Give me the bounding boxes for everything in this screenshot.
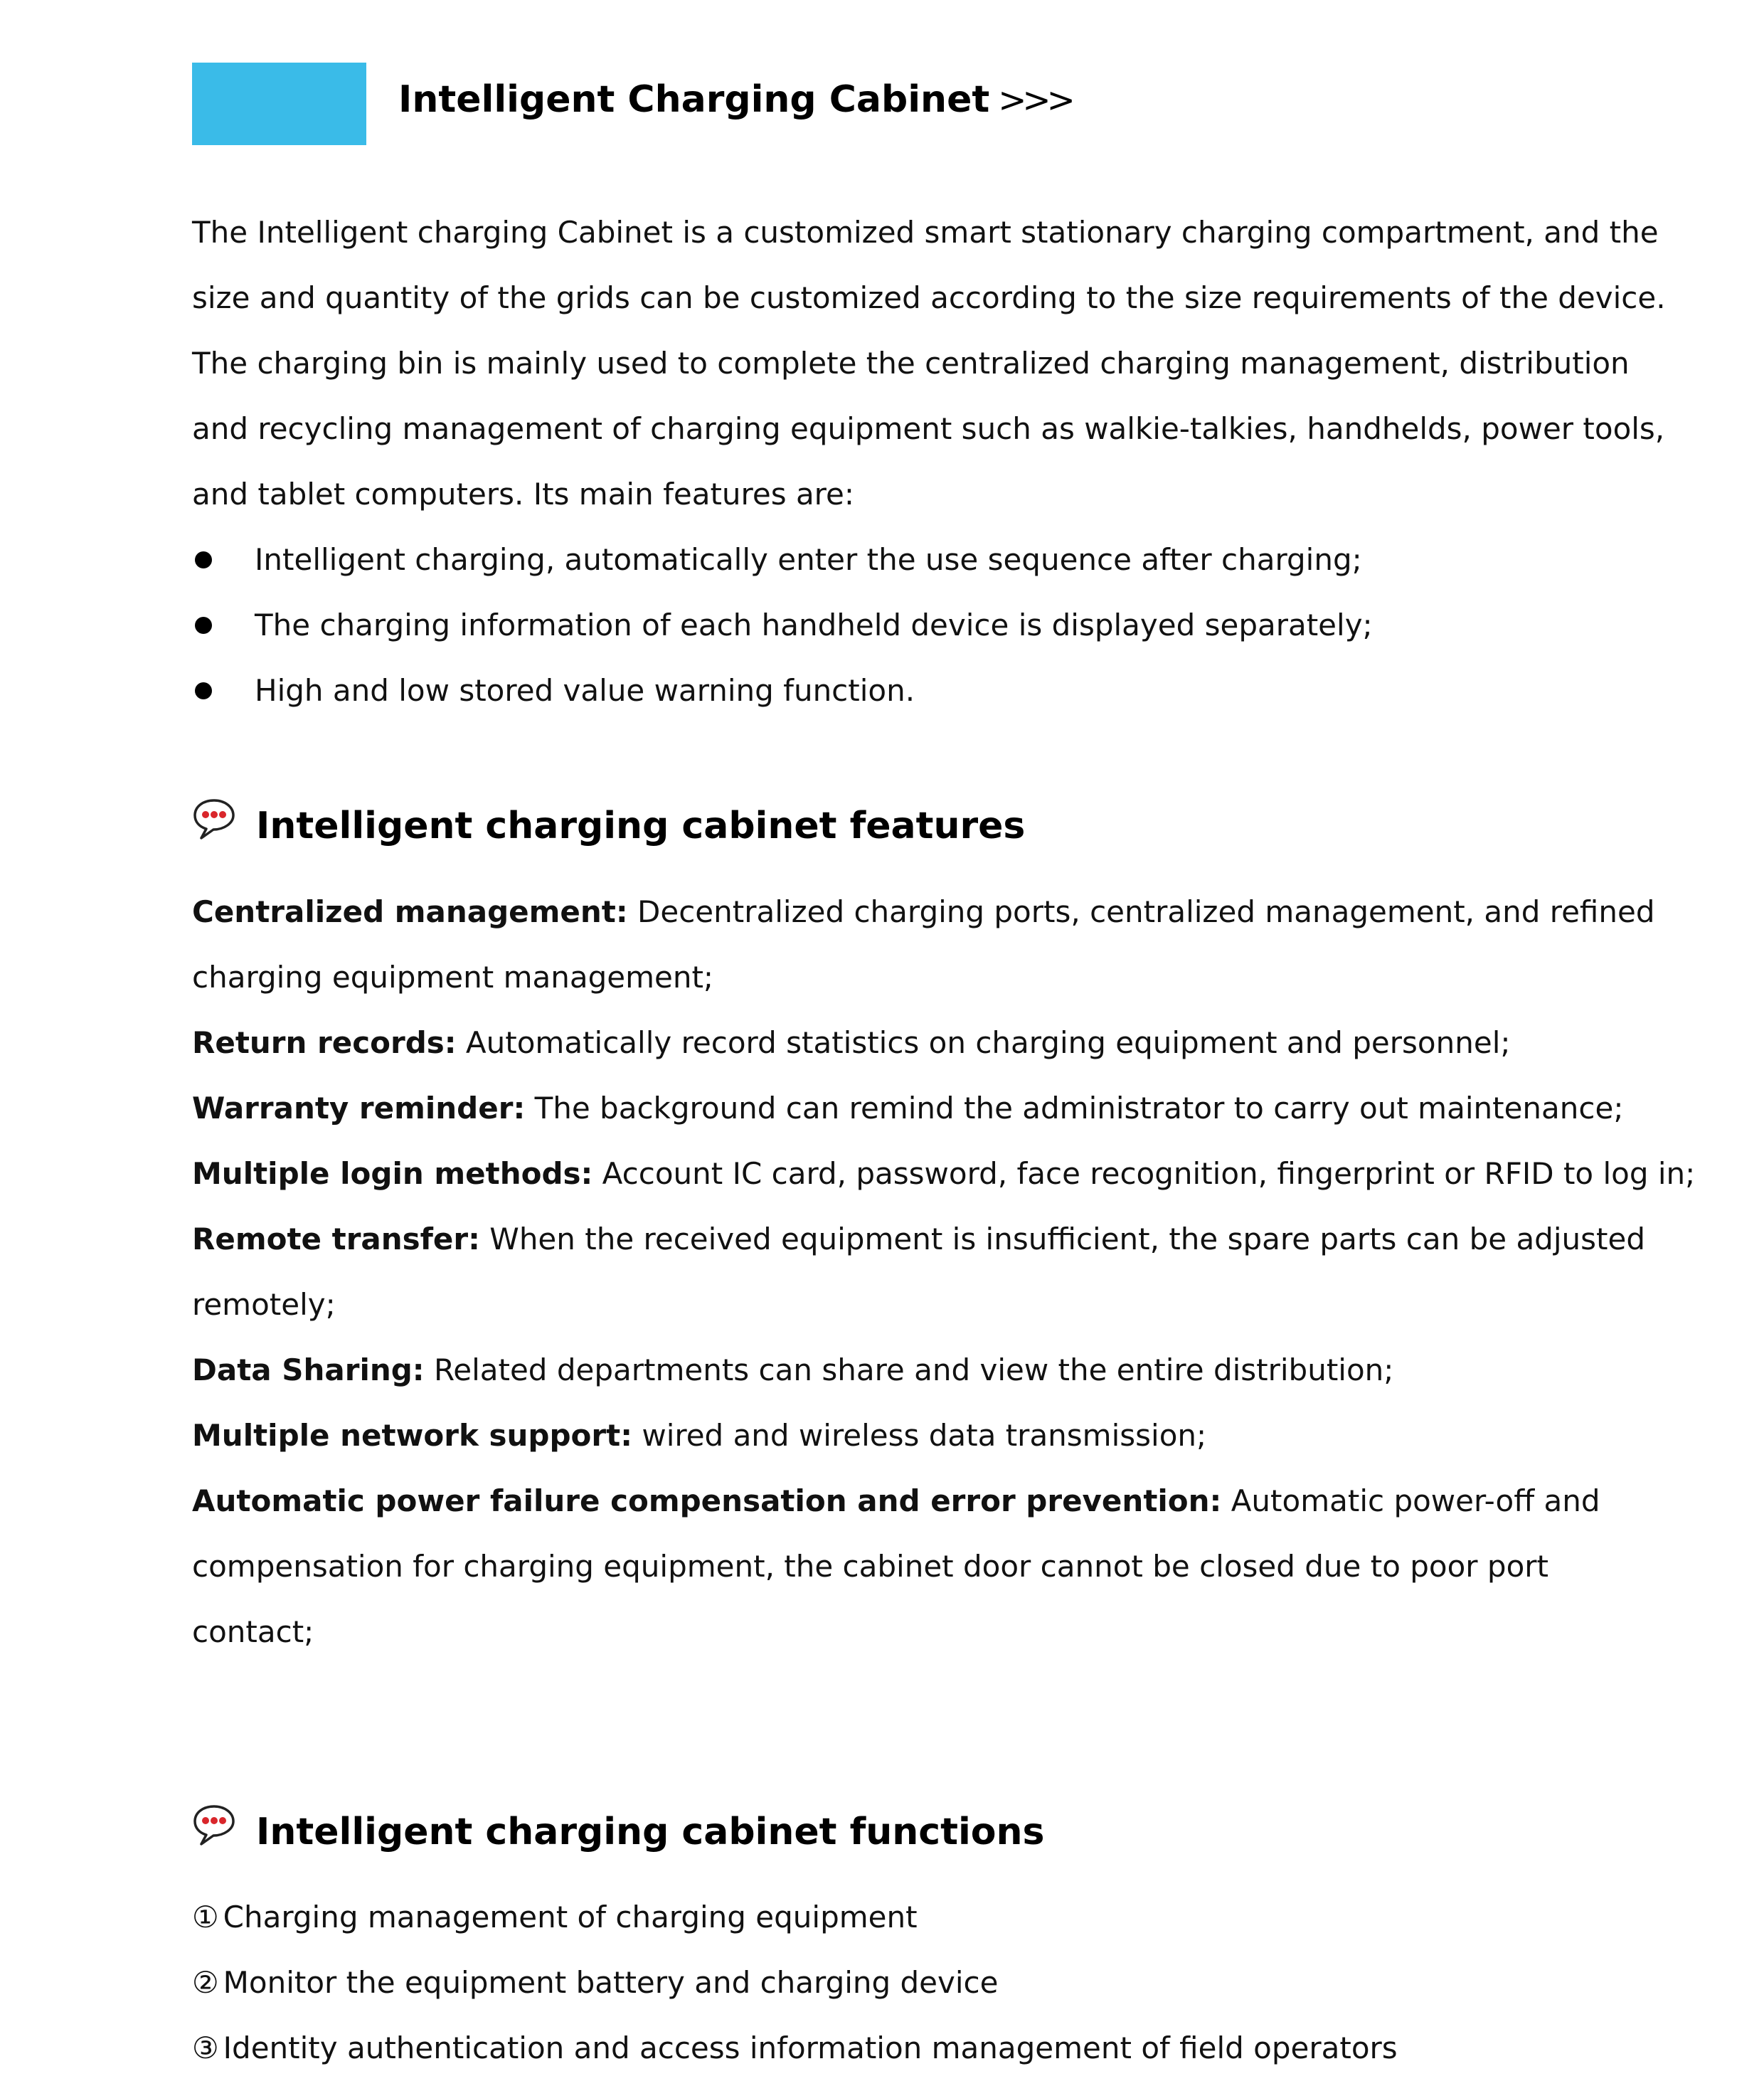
bullet-item	[192, 658, 1586, 724]
feature-line	[192, 1076, 1624, 1141]
bullet-dot-icon	[195, 617, 212, 634]
function-number: ①	[192, 1900, 219, 1934]
feature-line	[192, 1141, 1696, 1207]
feature-text: Account IC card, password, face recognition, fingerprint or RFID to log in;	[593, 1156, 1696, 1191]
functions-title: Intelligent charging cabinet functions	[256, 1811, 1045, 1853]
feature-text: The background can remind the administrator to carry out maintenance;	[525, 1091, 1624, 1126]
function-item	[192, 1950, 1586, 2016]
speech-bubble-icon	[192, 797, 236, 841]
feature-line	[192, 1534, 1586, 1599]
feature-text: Decentralized charging ports, centralized management, and refined	[627, 894, 1655, 929]
function-number: ③	[192, 2031, 219, 2065]
bullet-item	[192, 593, 1586, 658]
intro-line: and tablet computers. Its main features are:	[192, 477, 855, 512]
function-text: Identity authentication and access information management of field operators	[223, 2031, 1398, 2065]
bullet-dot-icon	[195, 551, 212, 568]
intro-line: The charging bin is mainly used to complete the centralized charging management, distribution	[192, 346, 1630, 381]
feature-line	[192, 945, 1586, 1010]
feature-label: Data Sharing:	[192, 1352, 425, 1387]
feature-label: Multiple login methods:	[192, 1156, 593, 1191]
speech-bubble-icon	[192, 1803, 236, 1847]
feature-label: Automatic power failure compensation and error prevention:	[192, 1483, 1222, 1518]
function-text: Monitor the equipment battery and charging device	[223, 1965, 999, 2000]
intro-line: The Intelligent charging Cabinet is a customized smart stationary charging compartment, and the	[192, 215, 1659, 250]
header-color-block	[192, 63, 366, 145]
features-heading	[192, 794, 1025, 858]
feature-text: charging equipment management;	[192, 960, 714, 995]
feature-label: Multiple network support:	[192, 1418, 632, 1453]
feature-line	[192, 1338, 1586, 1403]
bullet-dot-icon	[195, 682, 212, 699]
feature-line	[192, 1468, 1600, 1534]
feature-text: Automatic power-off and	[1221, 1483, 1600, 1518]
page-title	[398, 74, 1071, 126]
function-item	[192, 1885, 1586, 1950]
feature-text: contact;	[192, 1614, 314, 1649]
chevrons-decoration: >>>	[998, 80, 1071, 120]
feature-line	[192, 1272, 1586, 1338]
functions-list	[192, 1885, 1586, 2081]
feature-text: Automatically record statistics on charging equipment and personnel;	[456, 1025, 1511, 1060]
features-title: Intelligent charging cabinet features	[256, 805, 1026, 847]
function-item	[192, 2016, 1586, 2081]
intro-paragraph	[192, 200, 1666, 724]
feature-line	[192, 879, 1655, 945]
feature-text: When the received equipment is insufficient, the spare parts can be adjusted	[479, 1222, 1645, 1256]
feature-line	[192, 1207, 1645, 1272]
bullet-item	[192, 527, 1586, 593]
feature-text: Related departments can share and view the entire distribution;	[424, 1352, 1394, 1387]
feature-text: remotely;	[192, 1287, 336, 1322]
feature-text: compensation for charging equipment, the cabinet door cannot be closed due to poor port	[192, 1549, 1549, 1584]
intro-line: and recycling management of charging equipment such as walkie-talkies, handhelds, power tools,	[192, 411, 1665, 446]
feature-label: Return records:	[192, 1025, 457, 1060]
feature-line	[192, 1403, 1586, 1468]
feature-label: Remote transfer:	[192, 1222, 480, 1256]
bullet-text: Intelligent charging, automatically enter the use sequence after charging;	[255, 542, 1362, 577]
feature-text: wired and wireless data transmission;	[632, 1418, 1207, 1453]
function-text: Charging management of charging equipment	[223, 1900, 918, 1934]
bullet-text: The charging information of each handheld device is displayed separately;	[255, 608, 1373, 642]
features-list	[192, 879, 1696, 1665]
feature-line	[192, 1599, 1586, 1665]
feature-label: Warranty reminder:	[192, 1091, 526, 1126]
function-number: ②	[192, 1965, 219, 2000]
feature-label: Centralized management:	[192, 894, 628, 929]
page-title-text: Intelligent Charging Cabinet	[398, 78, 990, 121]
functions-heading	[192, 1800, 1044, 1864]
feature-line	[192, 1010, 1586, 1076]
intro-line: size and quantity of the grids can be customized according to the size requirements of the device.	[192, 280, 1666, 315]
bullet-text: High and low stored value warning function.	[255, 673, 915, 708]
